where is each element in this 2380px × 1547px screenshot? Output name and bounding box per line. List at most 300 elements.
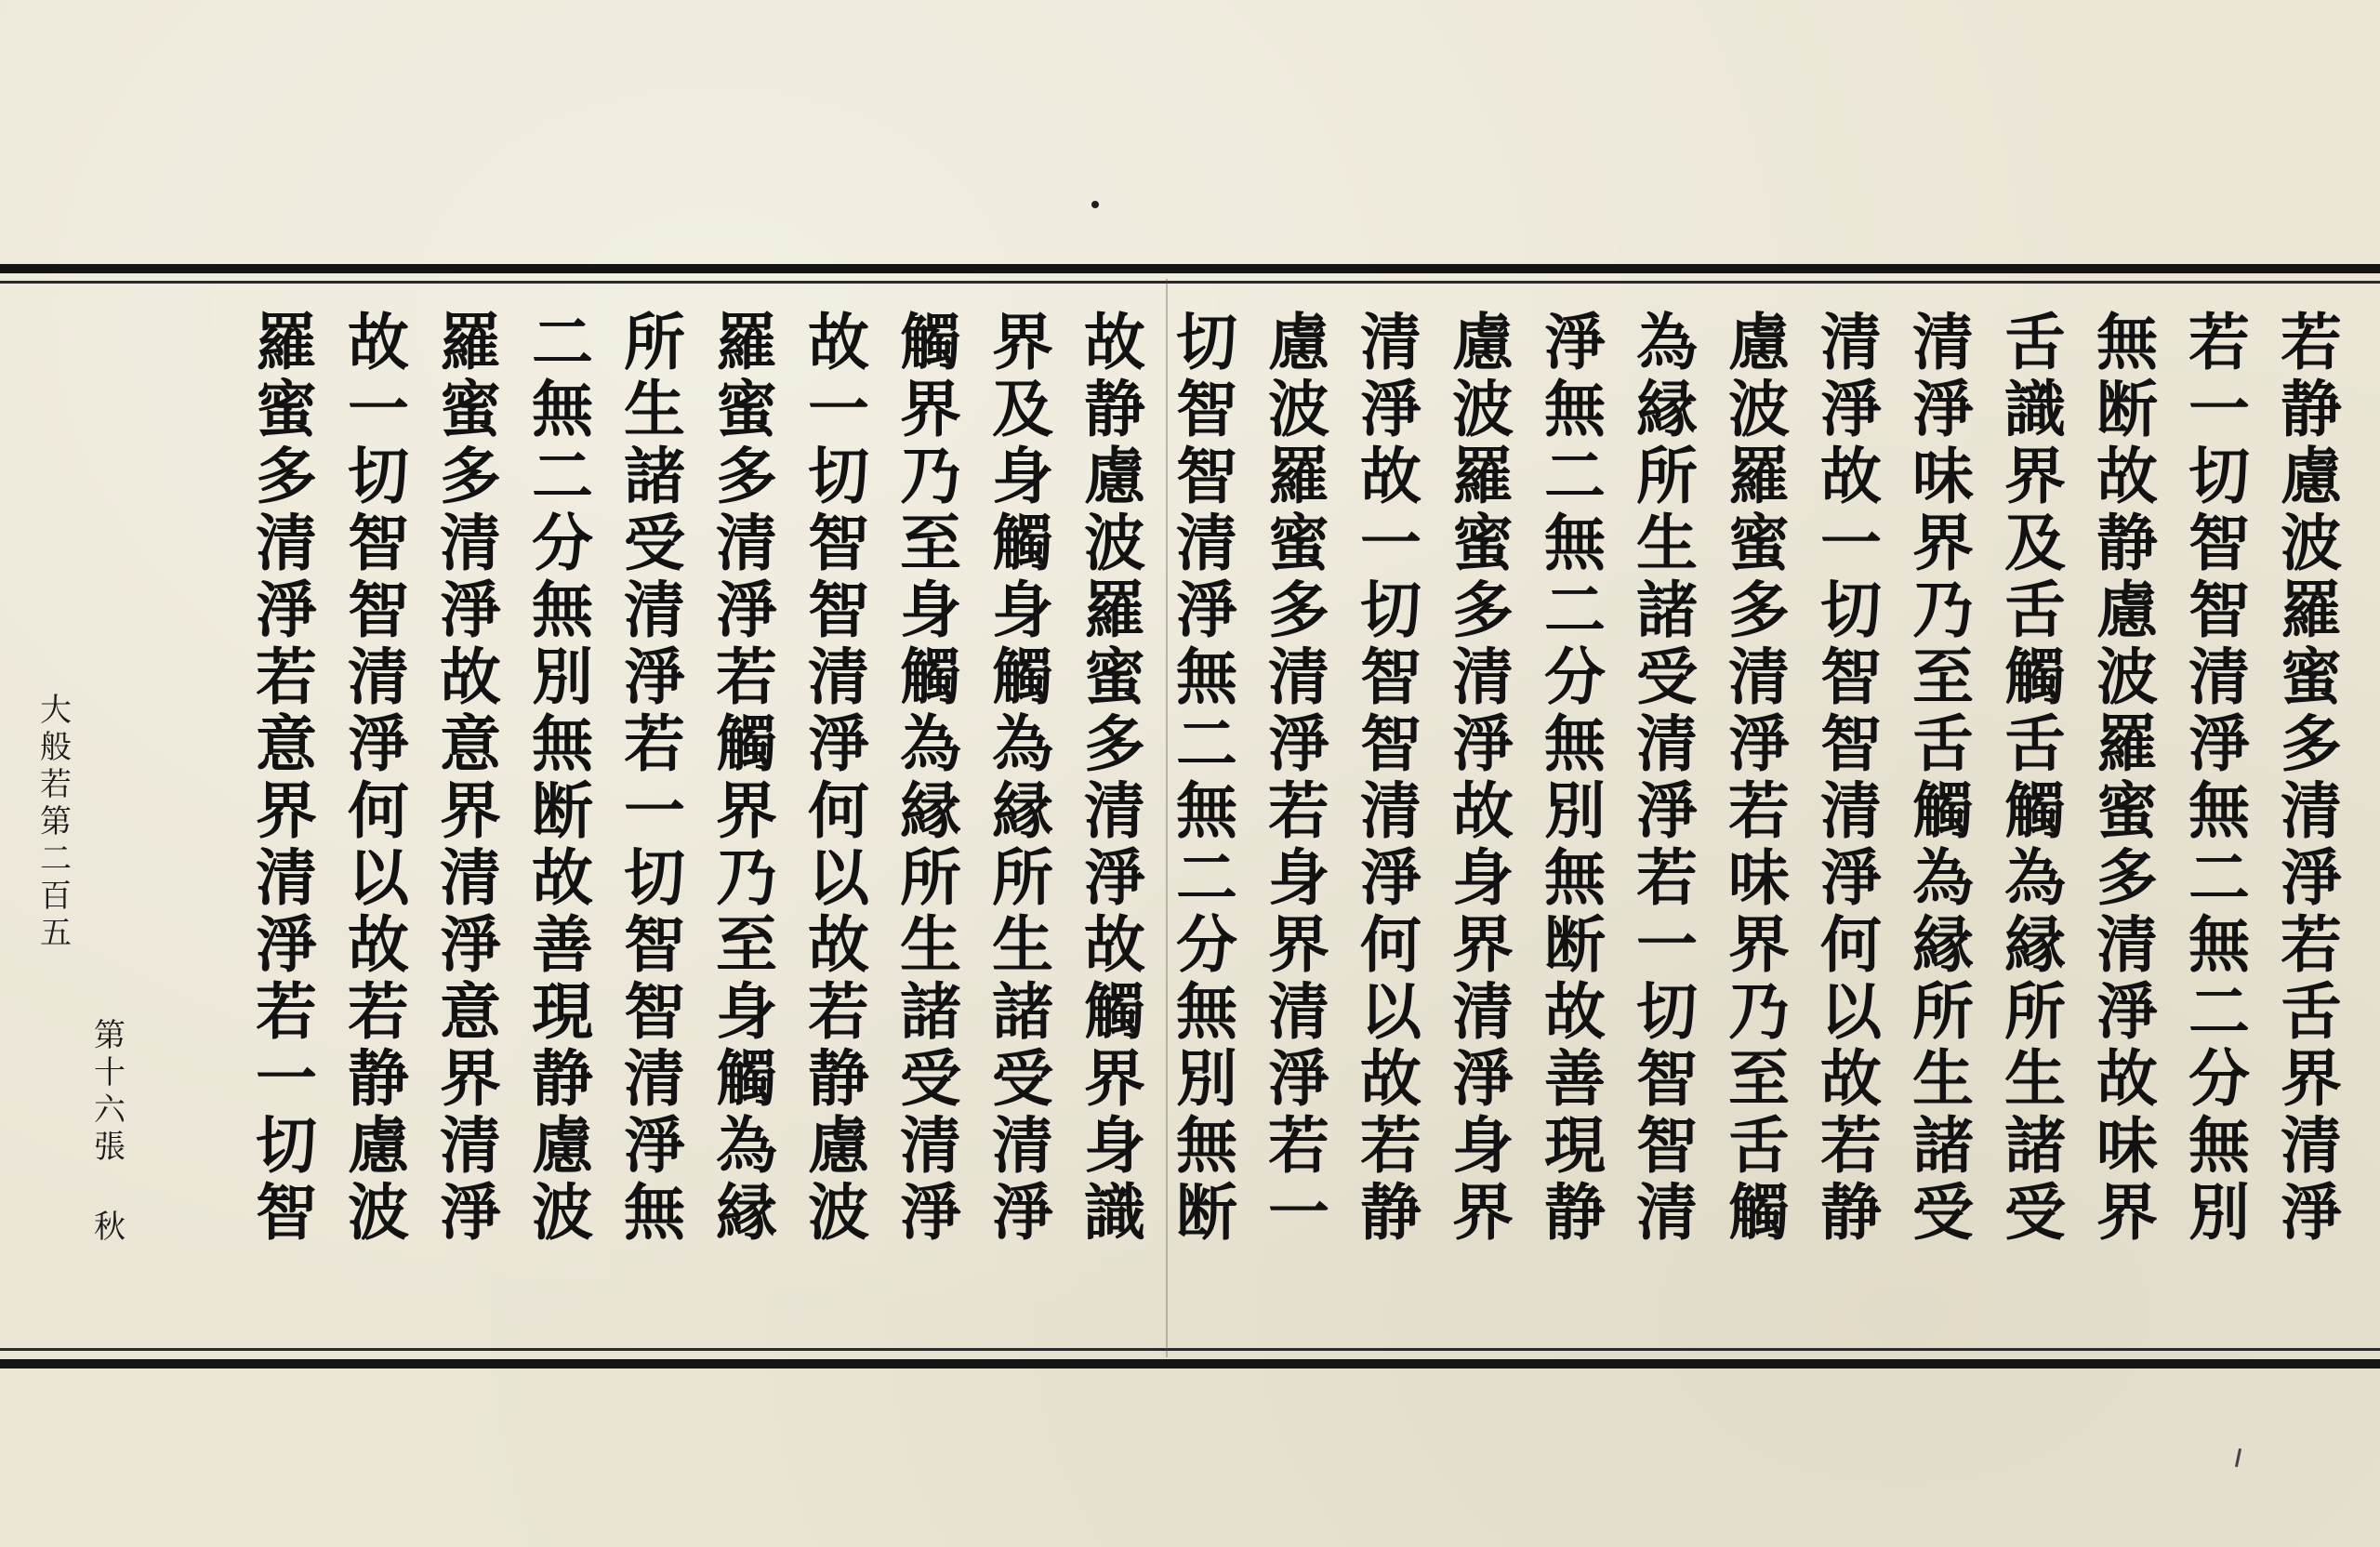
text-column [794,306,883,1249]
text-column [1162,306,1251,1249]
text-character: 清 [1636,1176,1698,1249]
text-character: 清 [1176,507,1237,579]
text-character: 羅 [440,306,501,378]
text-character: 及 [2004,507,2066,579]
text-character: 舌 [2004,306,2066,378]
text-character: 現 [532,975,593,1048]
text-character: 生 [2004,1042,2066,1115]
text-character: 以 [1360,975,1421,1048]
text-character: 淨 [1820,841,1882,914]
text-character: 多 [2281,707,2342,780]
text-character: 智 [1636,1042,1698,1115]
text-character: 慮 [2281,440,2342,512]
text-character: 若 [2281,908,2342,981]
text-character: 静 [2096,507,2158,579]
text-character: 智 [1820,707,1882,780]
text-character: 淨 [808,707,869,780]
text-character: 淨 [1452,707,1514,780]
text-character: 無 [1176,1109,1237,1182]
text-character: 清 [624,1042,685,1115]
text-character: 味 [1728,841,1790,914]
text-character: 羅 [2096,707,2158,780]
text-character: 智 [808,574,869,646]
text-character: 生 [900,908,961,981]
text-character: 切 [1636,975,1698,1048]
text-character: 淨 [1912,373,1974,445]
text-character: 智 [624,908,685,981]
text-character: 若 [624,707,685,780]
text-character: 故 [348,306,409,378]
ink-dot [1091,201,1099,208]
text-character: 別 [532,641,593,713]
text-character: 何 [348,774,409,847]
text-column [1438,306,1527,1249]
text-character: 慮 [532,1109,593,1182]
text-character: 意 [440,707,501,780]
text-character: 何 [1820,908,1882,981]
text-character: 淨 [440,1176,501,1249]
text-character: 縁 [1912,908,1974,981]
text-character: 為 [2004,841,2066,914]
text-character: 故 [808,306,869,378]
text-column [1254,306,1343,1249]
text-character: 清 [2096,908,2158,981]
text-character: 淨 [624,1109,685,1182]
text-character: 静 [2281,373,2342,445]
text-character: 若 [716,641,777,713]
text-character: 界 [2281,1042,2342,1115]
text-character: 慮 [1728,306,1790,378]
text-character: 界 [900,373,961,445]
top-border-rule-thin [0,281,2380,284]
text-character: 無 [532,707,593,780]
text-character: 智 [1176,373,1237,445]
text-character: 生 [1636,507,1698,579]
text-character: 身 [992,440,1053,512]
text-character: 清 [1636,707,1698,780]
text-character: 静 [1820,1176,1882,1249]
text-character: 淨 [2096,975,2158,1048]
text-character: 蜜 [2281,641,2342,713]
text-character: 故 [1360,440,1421,512]
colophon-mark: 秋 [94,1209,126,1246]
text-character: 為 [1912,841,1974,914]
text-character: 智 [1360,641,1421,713]
text-character: 切 [624,841,685,914]
top-border-rule [0,264,2380,273]
text-character: 受 [624,507,685,579]
text-character: 清 [440,1109,501,1182]
text-column [1346,306,1435,1249]
text-character: 故 [1820,440,1882,512]
text-character: 切 [1360,574,1421,646]
text-character: 故 [348,908,409,981]
text-character: 慮 [1452,306,1514,378]
text-character: 為 [716,1109,777,1182]
text-character: 清 [1728,641,1790,713]
text-character: 縁 [1636,373,1698,445]
text-character: 身 [1452,1109,1514,1182]
text-character: 無 [1544,841,1606,914]
text-character: 智 [2188,574,2250,646]
text-character: 身 [1452,841,1514,914]
text-character: 生 [992,908,1053,981]
text-character: 切 [1820,574,1882,646]
text-character: 断 [1176,1176,1237,1249]
text-character: 蜜 [1268,507,1329,579]
text-character: 断 [2096,373,2158,445]
text-character: 静 [1084,373,1145,445]
text-character: 淨 [440,574,501,646]
text-character: 二 [1176,707,1237,780]
text-character: 界 [716,774,777,847]
text-character: 意 [256,707,317,780]
text-character: 善 [1544,1042,1606,1115]
text-character: 蜜 [256,373,317,445]
text-character: 淨 [1544,306,1606,378]
text-character: 受 [900,1042,961,1115]
text-character: 清 [2281,1109,2342,1182]
text-character: 羅 [716,306,777,378]
text-character: 意 [440,975,501,1048]
text-character: 清 [256,841,317,914]
text-character: 清 [624,574,685,646]
text-character: 二 [1176,841,1237,914]
text-character: 所 [992,841,1053,914]
text-character: 觸 [716,1042,777,1115]
bottom-border-rule [0,1359,2380,1368]
text-character: 故 [2096,1042,2158,1115]
text-character: 智 [1176,440,1237,512]
text-character: 受 [1912,1176,1974,1249]
text-character: 觸 [716,707,777,780]
text-character: 受 [992,1042,1053,1115]
text-character: 羅 [1728,440,1790,512]
text-character: 淨 [440,908,501,981]
text-character: 二 [2188,975,2250,1048]
text-character: 若 [348,975,409,1048]
text-character: 一 [256,1042,317,1115]
text-character: 若 [1268,1109,1329,1182]
text-character: 二 [2188,841,2250,914]
text-character: 智 [256,1176,317,1249]
text-character: 断 [532,774,593,847]
text-character: 清 [1820,306,1882,378]
text-column [1530,306,1620,1249]
text-character: 何 [808,774,869,847]
text-character: 諸 [624,440,685,512]
text-character: 蜜 [1728,507,1790,579]
text-character: 舌 [2004,707,2066,780]
text-character: 故 [1452,774,1514,847]
text-character: 慮 [1084,440,1145,512]
text-character: 若 [808,975,869,1048]
text-character: 智 [348,574,409,646]
text-character: 觸 [2004,641,2066,713]
text-character: 淨 [716,574,777,646]
text-character: 一 [624,774,685,847]
colophon-sheet-number: 第十六張 [94,1017,126,1166]
text-character: 無 [2188,774,2250,847]
text-character: 別 [1544,774,1606,847]
text-character: 諸 [2004,1109,2066,1182]
text-character: 所 [900,841,961,914]
text-character: 切 [808,440,869,512]
text-character: 若 [256,975,317,1048]
text-character: 若 [2188,306,2250,378]
text-column [2082,306,2172,1249]
text-column [1714,306,1804,1249]
text-character: 蜜 [1452,507,1514,579]
text-character: 所 [624,306,685,378]
text-character: 以 [348,841,409,914]
text-character: 淨 [2281,841,2342,914]
text-character: 諸 [992,975,1053,1048]
text-character: 現 [1544,1109,1606,1182]
text-character: 多 [1728,574,1790,646]
text-character: 切 [256,1109,317,1182]
text-character: 無 [2188,1109,2250,1182]
text-character: 蜜 [440,373,501,445]
text-character: 識 [1084,1176,1145,1249]
text-character: 界 [1728,908,1790,981]
bottom-border-rule-thin [0,1348,2380,1351]
text-character: 清 [808,641,869,713]
text-character: 清 [256,507,317,579]
text-character: 觸 [2004,774,2066,847]
text-character: 生 [1912,1042,1974,1115]
text-character: 界 [256,774,317,847]
text-character: 淨 [2188,707,2250,780]
text-character: 静 [1544,1176,1606,1249]
text-character: 清 [1452,975,1514,1048]
text-column [2175,306,2264,1249]
text-character: 多 [1452,574,1514,646]
text-character: 諸 [1912,1109,1974,1182]
text-character: 無 [2096,306,2158,378]
text-column [886,306,975,1249]
text-character: 別 [2188,1176,2250,1249]
text-character: 舌 [2281,975,2342,1048]
text-character: 一 [1360,507,1421,579]
text-character: 淨 [624,641,685,713]
text-character: 故 [808,908,869,981]
text-character: 身 [1268,841,1329,914]
text-character: 清 [1912,306,1974,378]
text-character: 清 [1084,774,1145,847]
text-character: 何 [1360,908,1421,981]
text-character: 羅 [1268,440,1329,512]
text-character: 故 [2096,440,2158,512]
text-character: 觸 [900,641,961,713]
text-character: 無 [624,1176,685,1249]
text-character: 至 [900,507,961,579]
text-character: 若 [2281,306,2342,378]
text-character: 清 [1268,641,1329,713]
text-character: 二 [532,306,593,378]
text-character: 界 [440,1042,501,1115]
text-character: 慮 [808,1109,869,1182]
text-character: 切 [1176,306,1237,378]
text-character: 蜜 [1084,641,1145,713]
text-character: 縁 [716,1176,777,1249]
text-character: 清 [716,507,777,579]
text-column [2267,306,2356,1249]
text-character: 静 [532,1042,593,1115]
text-character: 界 [440,774,501,847]
text-character: 觸 [1728,1176,1790,1249]
text-character: 無 [1544,373,1606,445]
text-character: 若 [1728,774,1790,847]
text-character: 淨 [2281,1176,2342,1249]
text-character: 多 [716,440,777,512]
text-character: 觸 [992,641,1053,713]
text-character: 多 [2096,841,2158,914]
text-character: 淨 [1084,841,1145,914]
text-character: 淨 [1728,707,1790,780]
text-character: 味 [2096,1109,2158,1182]
text-character: 一 [1636,908,1698,981]
text-character: 別 [1176,1042,1237,1115]
text-character: 波 [1728,373,1790,445]
text-character: 故 [1084,908,1145,981]
text-character: 縁 [992,774,1053,847]
text-character: 以 [808,841,869,914]
text-column [1990,306,2080,1249]
text-character: 一 [1820,507,1882,579]
text-character: 至 [716,908,777,981]
text-character: 故 [1544,975,1606,1048]
text-character: 一 [1268,1176,1329,1249]
text-character: 受 [2004,1176,2066,1249]
text-character: 淨 [1360,373,1421,445]
text-character: 為 [992,707,1053,780]
text-column [1070,306,1159,1249]
text-character: 清 [1268,975,1329,1048]
text-character: 觸 [992,507,1053,579]
text-character: 諸 [900,975,961,1048]
text-character: 蜜 [716,373,777,445]
text-character: 身 [1084,1109,1145,1182]
text-character: 智 [1360,707,1421,780]
text-character: 界 [1452,1176,1514,1249]
text-character: 所 [1636,440,1698,512]
text-column [1898,306,1988,1249]
text-character: 故 [1360,1042,1421,1115]
text-character: 善 [532,908,593,981]
text-character: 波 [808,1176,869,1249]
text-column [518,306,607,1249]
text-character: 羅 [1084,574,1145,646]
text-character: 舌 [1912,707,1974,780]
text-character: 若 [1636,841,1698,914]
text-character: 無 [1544,507,1606,579]
text-character: 羅 [1452,440,1514,512]
text-character: 淨 [1360,841,1421,914]
text-character: 無 [532,574,593,646]
text-character: 断 [1544,908,1606,981]
text-character: 清 [992,1109,1053,1182]
text-character: 無 [1176,975,1237,1048]
text-character: 多 [1084,707,1145,780]
text-character: 智 [1820,641,1882,713]
text-character: 波 [1268,373,1329,445]
text-character: 所 [2004,975,2066,1048]
text-character: 羅 [2281,574,2342,646]
text-character: 淨 [1176,574,1237,646]
text-character: 乃 [900,440,961,512]
text-character: 慮 [2096,574,2158,646]
text-character: 波 [1084,507,1145,579]
text-character: 無 [1176,774,1237,847]
text-character: 無 [1176,641,1237,713]
text-character: 一 [808,373,869,445]
text-column [426,306,515,1249]
text-character: 波 [348,1176,409,1249]
text-character: 觸 [1084,975,1145,1048]
text-character: 清 [900,1109,961,1182]
text-character: 界 [1912,507,1974,579]
text-character: 静 [1360,1176,1421,1249]
text-character: 諸 [1636,574,1698,646]
text-character: 智 [624,975,685,1048]
text-character: 波 [532,1176,593,1249]
text-character: 清 [1360,306,1421,378]
text-character: 為 [900,707,961,780]
text-character: 味 [1912,440,1974,512]
text-character: 分 [532,507,593,579]
text-character: 以 [1820,975,1882,1048]
text-character: 分 [1176,908,1237,981]
text-character: 二 [1544,440,1606,512]
text-character: 身 [900,574,961,646]
colophon-title: 大般若第二百五 [40,692,72,952]
text-character: 切 [348,440,409,512]
text-character: 界 [2004,440,2066,512]
text-character: 無 [1544,707,1606,780]
text-character: 淨 [1268,1042,1329,1115]
text-character: 清 [1360,774,1421,847]
text-character: 波 [1452,373,1514,445]
text-character: 界 [992,306,1053,378]
text-character: 淨 [348,707,409,780]
text-character: 身 [992,574,1053,646]
text-character: 静 [348,1042,409,1115]
text-character: 淨 [1452,1042,1514,1115]
text-character: 舌 [1728,1109,1790,1182]
text-character: 清 [2188,641,2250,713]
text-character: 分 [2188,1042,2250,1115]
text-character: 故 [1084,306,1145,378]
text-character: 淨 [256,574,317,646]
text-character: 多 [256,440,317,512]
text-column [610,306,699,1249]
text-character: 至 [1728,1042,1790,1115]
text-character: 波 [2096,641,2158,713]
text-character: 多 [440,440,501,512]
text-character: 多 [1268,574,1329,646]
text-character: 二 [532,440,593,512]
text-character: 身 [716,975,777,1048]
text-character: 淨 [992,1176,1053,1249]
text-character: 切 [2188,440,2250,512]
text-character: 清 [440,841,501,914]
text-character: 界 [1084,1042,1145,1115]
text-character: 乃 [1912,574,1974,646]
text-character: 若 [1268,774,1329,847]
text-character: 波 [2281,507,2342,579]
text-character: 清 [348,641,409,713]
